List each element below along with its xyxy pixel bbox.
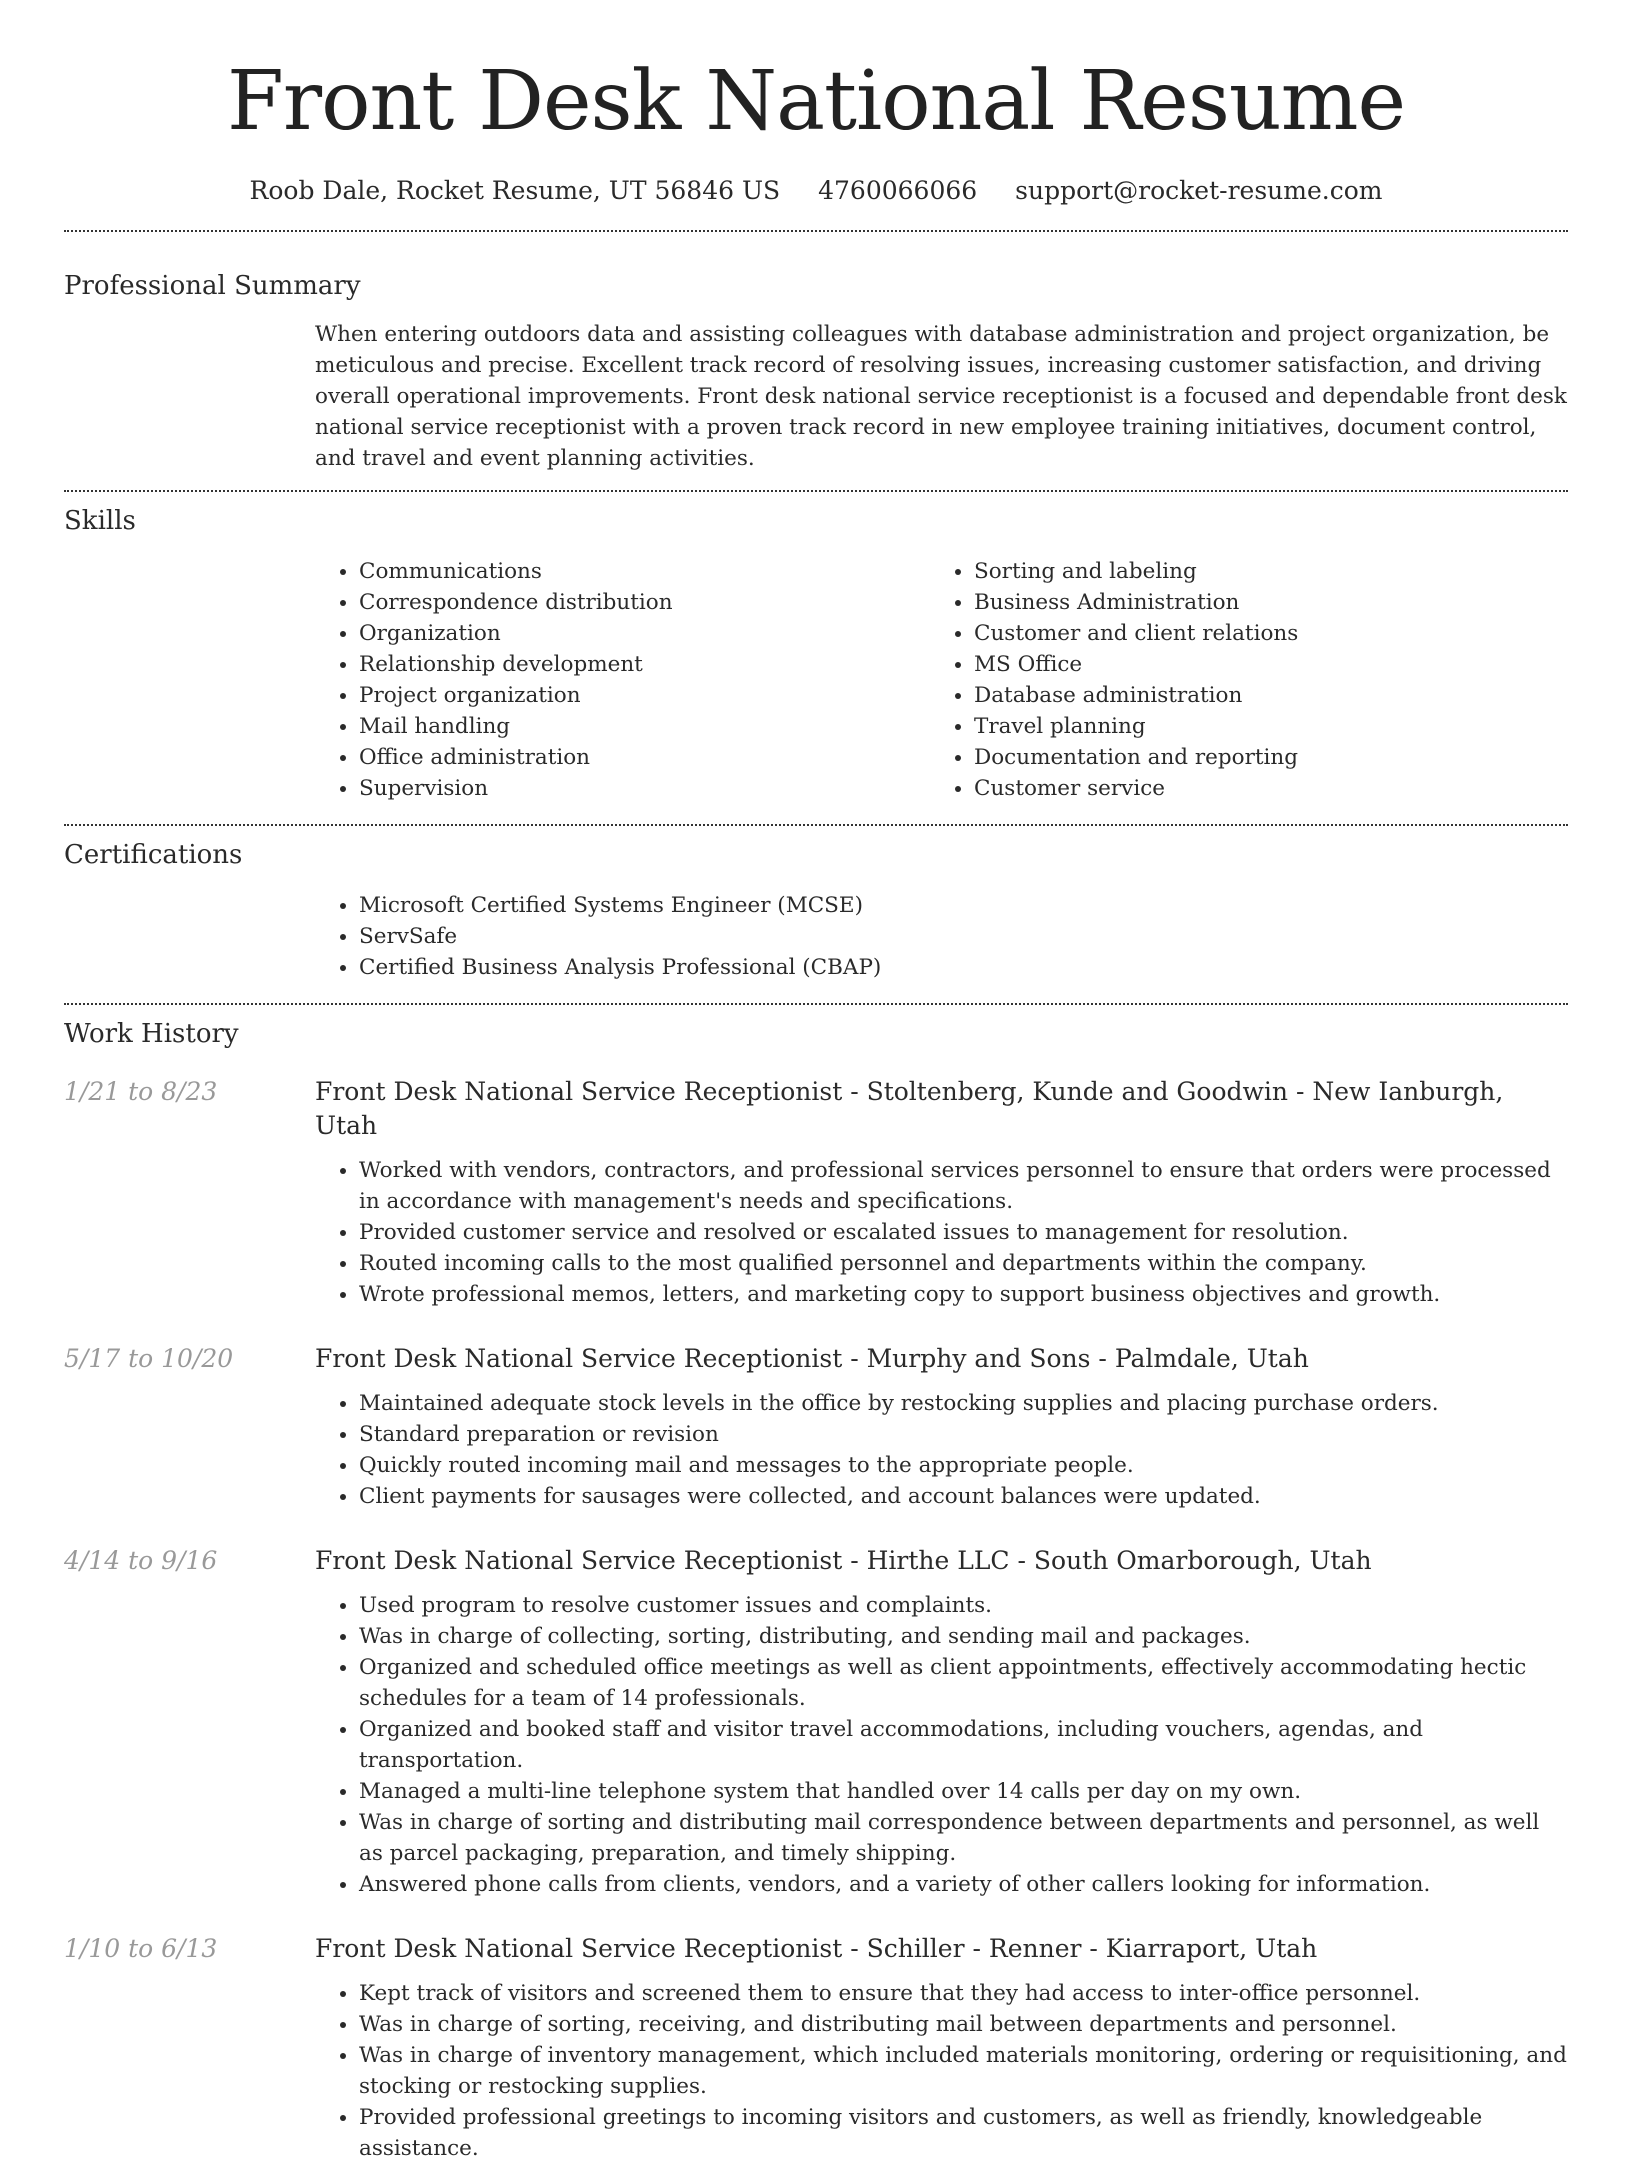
- section-title-summary: Professional Summary: [64, 271, 361, 301]
- list-item: • Sorting and labeling: [974, 556, 1545, 587]
- section-title-work: Work History: [64, 1019, 239, 1049]
- list-item: • Certified Business Analysis Professional (CBAP): [359, 952, 1568, 983]
- job-entry: [64, 1075, 1568, 1310]
- list-item: • Microsoft Certified Systems Engineer (MCSE): [359, 890, 1568, 921]
- skills-section: [64, 492, 1568, 804]
- list-item: • Organized and booked staff and visitor travel accommodations, including vouchers, agendas, and transportation.: [359, 1714, 1568, 1776]
- list-item: • Relationship development: [359, 649, 930, 680]
- job-bullets: [315, 1590, 1568, 1900]
- list-item: • Was in charge of sorting, receiving, and distributing mail between departments and personnel.: [359, 2009, 1568, 2040]
- list-item: • Standard preparation or revision: [359, 1419, 1568, 1450]
- job-bullets: [315, 1155, 1568, 1310]
- list-item: • Business Administration: [974, 587, 1545, 618]
- list-item: • Communications: [359, 556, 930, 587]
- summary-body: [315, 319, 1568, 474]
- certifications-list: [315, 890, 1568, 983]
- resume-title: Front Desk National Resume: [226, 54, 1405, 149]
- list-item: • Office administration: [359, 742, 930, 773]
- list-item: • Was in charge of sorting and distributing mail correspondence between departments and personnel, as well as parcel packaging, preparation, and timely shipping.: [359, 1807, 1568, 1869]
- skills-grid: [315, 556, 1568, 804]
- job-bullets: [315, 1978, 1568, 2164]
- contact-phone: 4760066066: [818, 176, 978, 205]
- skills-list-right: [930, 556, 1545, 804]
- list-item: • Routed incoming calls to the most qualified personnel and departments within the company.: [359, 1248, 1568, 1279]
- list-item: • Provided customer service and resolved or escalated issues to management for resolution.: [359, 1217, 1568, 1248]
- list-item: • MS Office: [974, 649, 1545, 680]
- contact-line: [64, 174, 1568, 208]
- resume-page: [64, 0, 1568, 2164]
- job-header: [64, 1342, 1568, 1376]
- list-item: • Was in charge of collecting, sorting, distributing, and sending mail and packages.: [359, 1621, 1568, 1652]
- job-header: [64, 1075, 1568, 1143]
- list-item: • Supervision: [359, 773, 930, 804]
- job-title: Front Desk National Service Receptionist - Schiller - Renner - Kiarraport, Utah: [315, 1934, 1318, 1963]
- job-title: Front Desk National Service Receptionist - Stoltenberg, Kunde and Goodwin - New Ianburgh, Utah: [315, 1077, 1504, 1140]
- job-entry: [64, 1932, 1568, 2164]
- list-item: • Documentation and reporting: [974, 742, 1545, 773]
- section-title-skills: Skills: [64, 506, 136, 536]
- work-section: [64, 1005, 1568, 2164]
- certifications-body: [315, 890, 1568, 983]
- list-item: • Used program to resolve customer issues and complaints.: [359, 1590, 1568, 1621]
- list-item: • Maintained adequate stock levels in the office by restocking supplies and placing purchase orders.: [359, 1388, 1568, 1419]
- job-header: [64, 1544, 1568, 1578]
- section-title-certifications: Certifications: [64, 840, 243, 870]
- skills-list-left: [315, 556, 930, 804]
- list-item: • Quickly routed incoming mail and messages to the appropriate people.: [359, 1450, 1568, 1481]
- list-item: • Answered phone calls from clients, vendors, and a variety of other callers looking for information.: [359, 1869, 1568, 1900]
- list-item: • Wrote professional memos, letters, and marketing copy to support business objectives and growth.: [359, 1279, 1568, 1310]
- list-item: • Provided professional greetings to incoming visitors and customers, as well as friendly, knowledgeable assistance.: [359, 2102, 1568, 2164]
- list-item: • Worked with vendors, contractors, and professional services personnel to ensure that orders were processed in accordance with management's needs and specifications.: [359, 1155, 1568, 1217]
- job-dates: 1/21 to 8/23: [64, 1077, 218, 1106]
- job-title: Front Desk National Service Receptionist - Murphy and Sons - Palmdale, Utah: [315, 1344, 1309, 1373]
- list-item: • Project organization: [359, 680, 930, 711]
- list-item: • Organization: [359, 618, 930, 649]
- summary-text: When entering outdoors data and assisting colleagues with database administration and project organization, be meticulous and precise. Excellent track record of resolving issues, increasing customer satisfaction, and driving overall operational improvements. Front desk national service receptionist is a focused and dependable front desk national service receptionist with a proven track record in new employee training initiatives, document control, and travel and event planning activities.: [315, 322, 1567, 471]
- list-item: • Was in charge of inventory management, which included materials monitoring, ordering or requisitioning, and stocking or restocking supplies.: [359, 2040, 1568, 2102]
- list-item: • Client payments for sausages were collected, and account balances were updated.: [359, 1481, 1568, 1512]
- summary-section: [64, 232, 1568, 474]
- list-item: • Organized and scheduled office meetings as well as client appointments, effectively accommodating hectic schedules for a team of 14 professionals.: [359, 1652, 1568, 1714]
- list-item: • Correspondence distribution: [359, 587, 930, 618]
- certifications-section: [64, 826, 1568, 983]
- list-item: • Managed a multi-line telephone system that handled over 14 calls per day on my own.: [359, 1776, 1568, 1807]
- job-bullets: [315, 1388, 1568, 1512]
- job-dates: 5/17 to 10/20: [64, 1344, 234, 1373]
- list-item: • Customer service: [974, 773, 1545, 804]
- job-dates: 4/14 to 9/16: [64, 1546, 218, 1575]
- list-item: • Database administration: [974, 680, 1545, 711]
- job-entry: [64, 1342, 1568, 1512]
- job-header: [64, 1932, 1568, 1966]
- list-item: • Mail handling: [359, 711, 930, 742]
- contact-address: Roob Dale, Rocket Resume, UT 56846 US: [249, 176, 781, 205]
- list-item: • ServSafe: [359, 921, 1568, 952]
- job-dates: 1/10 to 6/13: [64, 1934, 218, 1963]
- contact-email: support@rocket-resume.com: [1015, 176, 1383, 205]
- list-item: • Customer and client relations: [974, 618, 1545, 649]
- list-item: • Kept track of visitors and screened them to ensure that they had access to inter-office personnel.: [359, 1978, 1568, 2009]
- list-item: • Travel planning: [974, 711, 1545, 742]
- job-title: Front Desk National Service Receptionist - Hirthe LLC - South Omarborough, Utah: [315, 1546, 1372, 1575]
- job-entry: [64, 1544, 1568, 1900]
